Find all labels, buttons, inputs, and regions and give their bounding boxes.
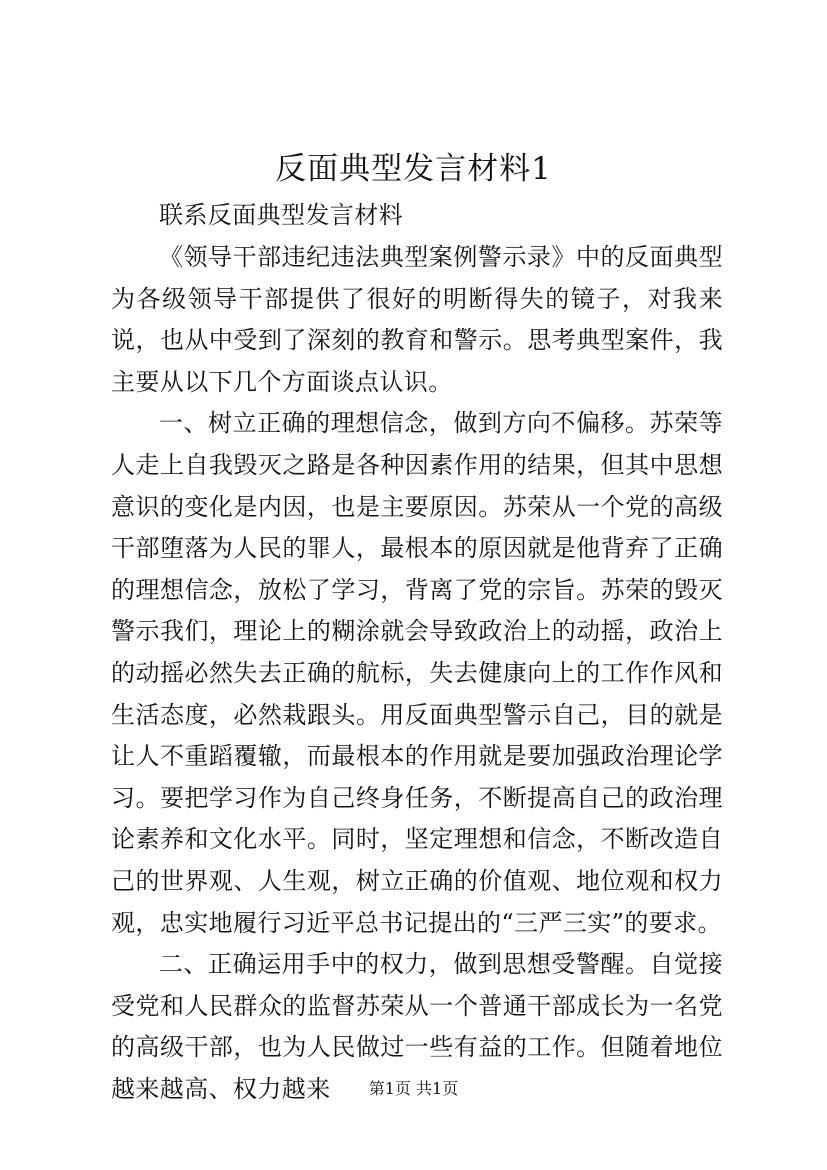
page-number: 第1页 共1页 — [368, 1079, 459, 1098]
paragraph-section-one: 一、树立正确的理想信念，做到方向不偏移。苏荣等人走上自我毁灭之路是各种因素作用的结果，但其中思想意识的变化是内因，也是主要原因。苏荣从一个党的高级干部堕落为人民的罪人，最根本的原因就是他背弃了正确的理想信念，放松了学习，背离了党的宗旨。苏荣的毁灭警示我们，理论上的糊涂就会导致政治上的动摇，政治上的动摇必然失去正确的航标，失去健康向上的工作作风和生活态度，必然栽跟头。用反面典型警示自己，目的就是让人不重蹈覆辙，而最根本的作用就是要加强政治理论学习。要把学习作为自己终身任务，不断提高自己的政治理论素养和文化水平。同时，坚定理想和信念，不断改造自己的世界观、人生观，树立正确的价值观、地位观和权力观，忠实地履行习近平总书记提出的“三严三实”的要求。 — [111, 409, 723, 937]
document-subtitle: 联系反面典型发言材料 — [159, 201, 403, 229]
document-title: 反面典型发言材料1 — [275, 151, 552, 187]
paragraph-intro: 《领导干部违纪违法典型案例警示录》中的反面典型为各级领导干部提供了很好的明断得失的镜子，对我来说，也从中受到了深刻的教育和警示。思考典型案件，我主要从以下几个方面谈点认识。 — [111, 243, 723, 396]
page-footer — [0, 1077, 827, 1101]
paragraph-section-two: 二、正确运用手中的权力，做到思想受警醒。自觉接受党和人民群众的监督苏荣从一个普通干部成长为一名党的高级干部，也为人民做过一些有益的工作。但随着地位越来越高、权力越来 — [111, 950, 723, 1103]
document-body — [111, 196, 723, 1110]
